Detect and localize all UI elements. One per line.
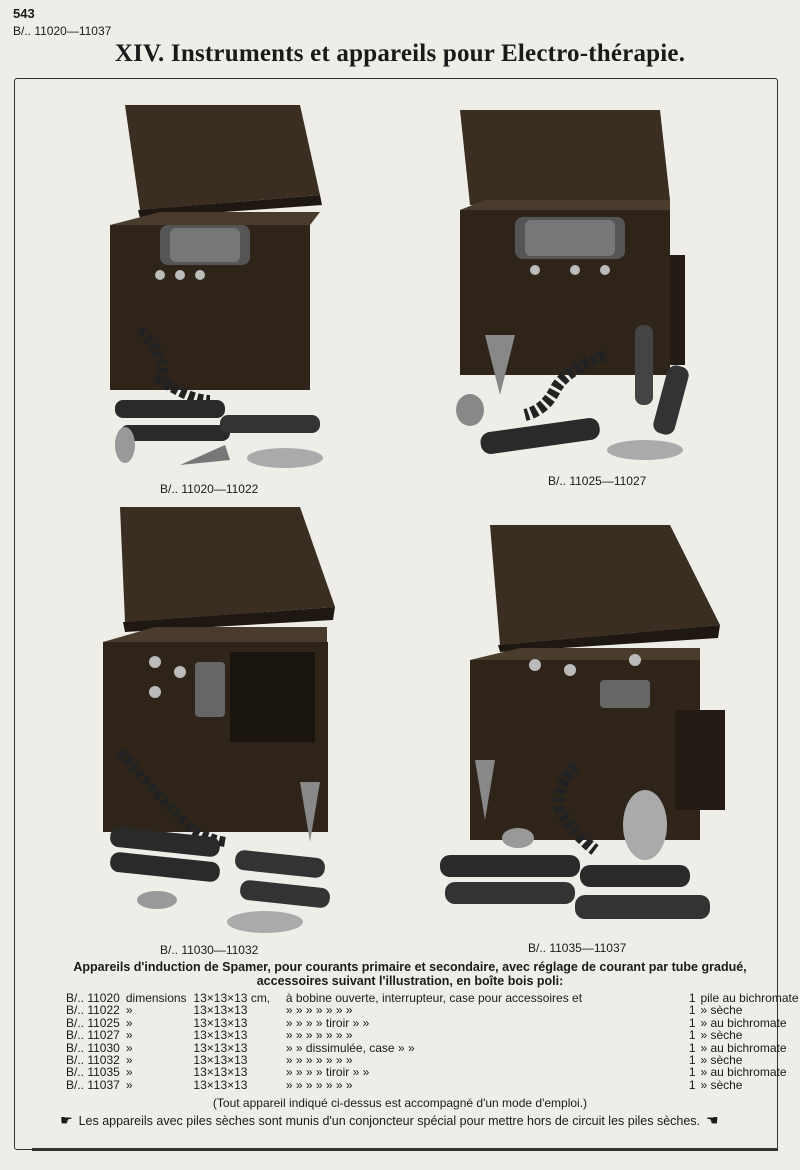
item-details: » » » » » » » [285,1028,353,1043]
item-battery: » sèche [700,1077,743,1092]
item-battery: » sèche [700,1028,743,1043]
item-battery: » au bichromate [700,1040,787,1055]
item-quantity: 1 [688,1053,696,1068]
item-dimensions-label: » [125,1065,133,1080]
item-size: 13×13×13 [193,1003,248,1018]
item-quantity: 1 [688,991,696,1005]
item-ref: B/.. 11025 [66,1015,120,1030]
pointing-hand-left-icon: ☚ [706,1112,719,1128]
item-dimensions-label: » [125,1003,133,1018]
item-quantity: 1 [688,1015,696,1030]
product-description [50,960,770,988]
item-battery: » au bichromate [700,1065,787,1080]
item-details: » » » » » » » [285,1053,353,1068]
item-ref: B/.. 11032 [66,1053,120,1068]
table-row [66,1066,800,1078]
frame-shadow [32,1148,778,1151]
figure-caption-11020: B/.. 11020—11022 [160,482,259,496]
apparatus-photo-11020 [100,100,340,480]
figure-caption-11030: B/.. 11030—11032 [160,943,259,957]
footnote [60,1112,770,1129]
pointing-hand-icon: ☛ [60,1112,73,1128]
item-battery: pile au bichromate [700,991,799,1005]
description-line-2: accessoires suivant l'illustration, en boîte bois poli: [256,974,564,988]
item-details: » » dissimulée, case » » [285,1040,415,1055]
item-quantity: 1 [688,1003,696,1018]
item-size: 13×13×13 [193,1028,248,1043]
apparatus-photo-11030 [95,502,340,942]
item-size: 13×13×13 [193,1040,248,1055]
item-ref: B/.. 11020 [66,991,120,1005]
item-table [66,992,800,1091]
item-dimensions-label: » [125,1077,133,1092]
item-quantity: 1 [688,1028,696,1043]
item-quantity: 1 [688,1040,696,1055]
footnote-text: Les appareils avec piles sèches sont munis d'un conjoncteur spécial pour mettre hors de circuit les piles sèches. [78,1113,701,1128]
item-size: 13×13×13 [193,1065,248,1080]
page-reference-range: B/.. 11020—11037 [13,24,112,38]
description-line-1: Appareils d'induction de Spamer, pour courants primaire et secondaire, avec réglage de courant par tube gradué, [73,960,747,974]
page-title: XIV. Instruments et appareils pour Electro-thérapie. [114,40,686,67]
item-ref: B/.. 11027 [66,1028,120,1043]
item-quantity: 1 [688,1065,696,1080]
item-details: » » » » tiroir » » [285,1015,370,1030]
table-row [66,1029,800,1041]
figure-caption-11025: B/.. 11025—11027 [548,474,647,488]
instructions-note: (Tout appareil indiqué ci-dessus est accompagné d'un mode d'emploi.) [212,1096,588,1110]
item-dimensions-label: dimensions [125,991,187,1005]
page-number: 543 [13,6,35,21]
table-row [66,1079,800,1091]
item-details: à bobine ouverte, interrupteur, case pour accessoires et [285,991,583,1005]
figure-caption-11035: B/.. 11035—11037 [528,941,627,955]
item-details: » » » » » » » [285,1077,353,1092]
item-battery: » sèche [700,1003,743,1018]
item-size: 13×13×13 [193,1077,248,1092]
item-dimensions-label: » [125,1040,133,1055]
item-ref: B/.. 11035 [66,1065,120,1080]
item-size: 13×13×13 [193,1015,248,1030]
item-ref: B/.. 11022 [66,1003,120,1018]
table-row [66,1004,800,1016]
item-details: » » » » tiroir » » [285,1065,370,1080]
item-details: » » » » » » » [285,1003,353,1018]
item-dimensions-label: » [125,1015,133,1030]
item-battery: » sèche [700,1053,743,1068]
item-size: 13×13×13 [193,1053,248,1068]
item-ref: B/.. 11030 [66,1040,120,1055]
apparatus-photo-11025 [455,105,700,470]
apparatus-photo-11035 [440,520,730,940]
item-ref: B/.. 11037 [66,1077,120,1092]
item-size: 13×13×13 cm, [193,991,271,1005]
item-quantity: 1 [688,1077,696,1092]
item-battery: » au bichromate [700,1015,787,1030]
item-dimensions-label: » [125,1053,133,1068]
item-dimensions-label: » [125,1028,133,1043]
